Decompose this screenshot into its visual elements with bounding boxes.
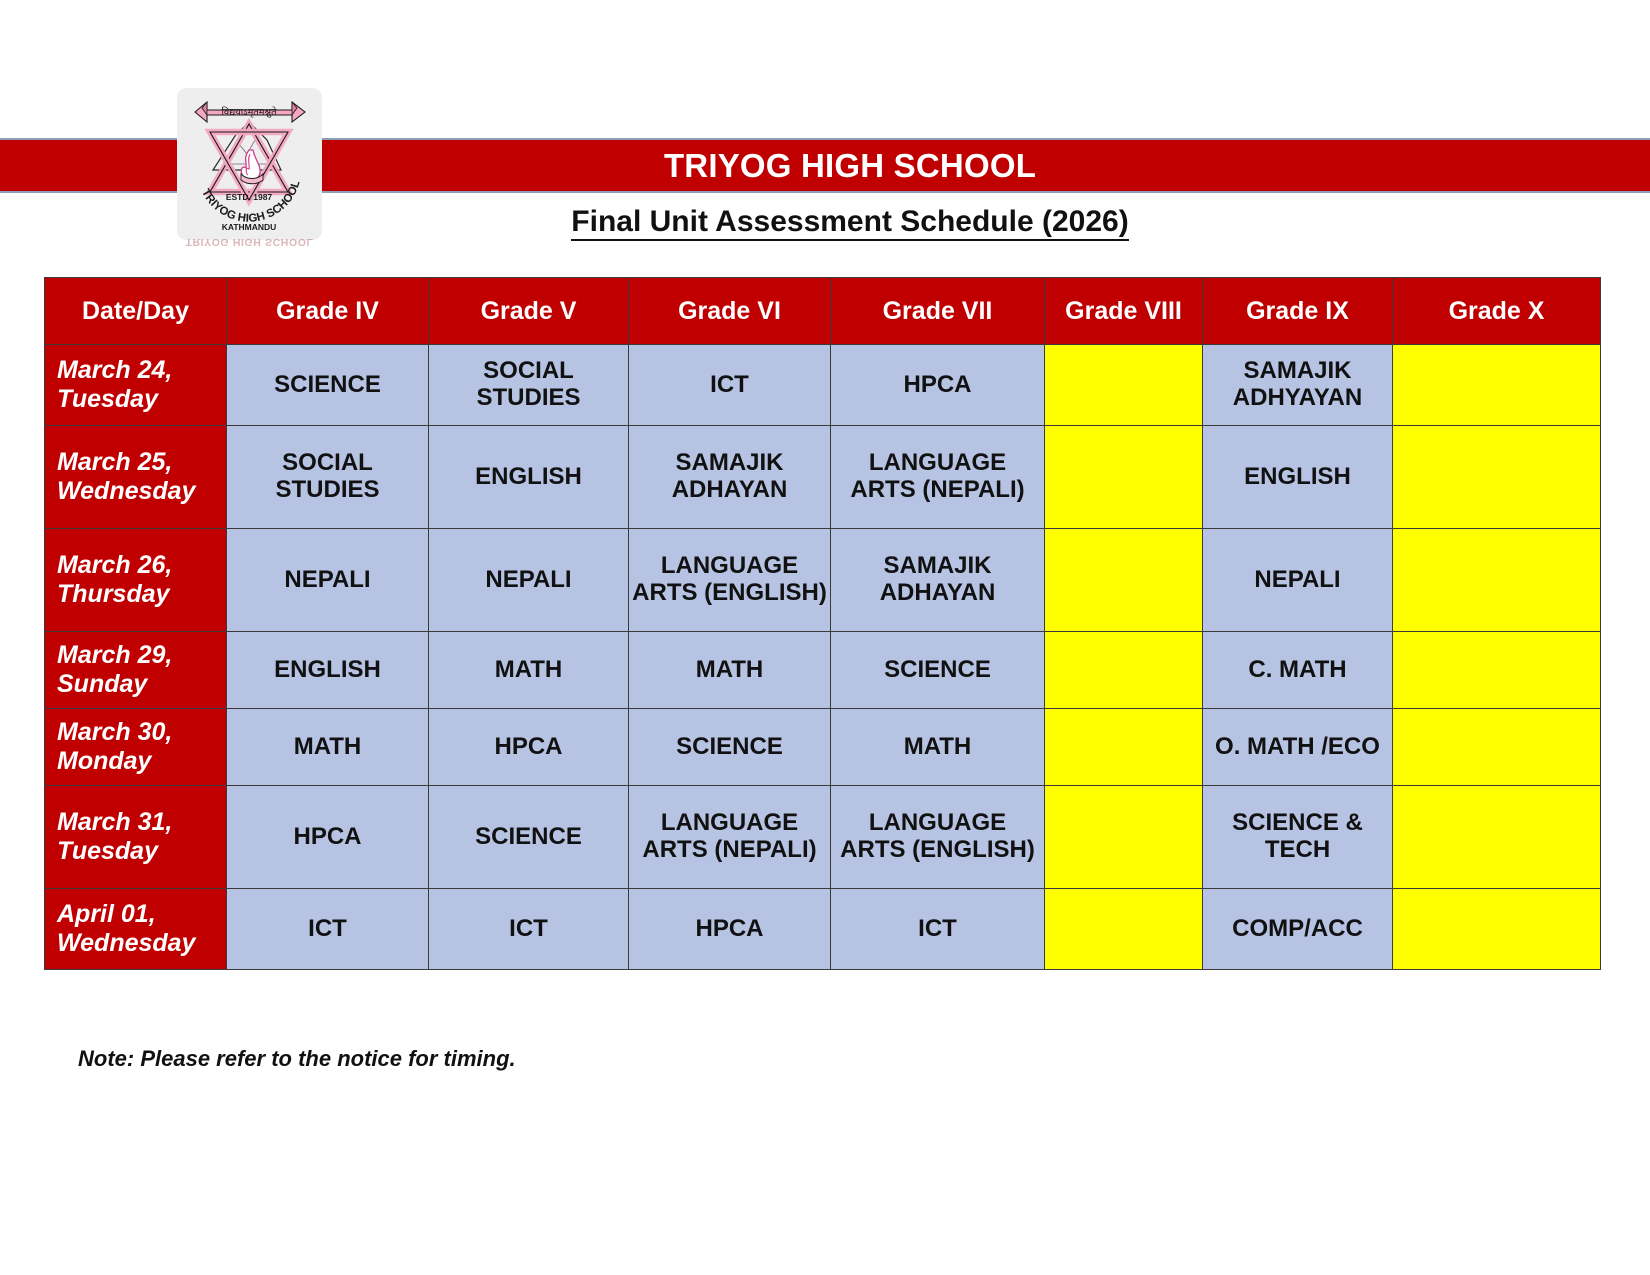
date-line-1: March 30, <box>57 717 173 746</box>
date-cell <box>45 632 227 709</box>
subject-cell-grade-8 <box>1045 632 1203 709</box>
column-header-grade-5: Grade V <box>429 278 629 345</box>
date-line-2: Wednesday <box>57 477 196 505</box>
subject-cell-grade-4: ENGLISH <box>227 632 429 709</box>
date-line-1: March 29, <box>57 640 173 669</box>
subject-cell-grade-7: LANGUAGE ARTS (ENGLISH) <box>831 786 1045 889</box>
subject-cell-grade-9: O. MATH /ECO <box>1203 709 1393 786</box>
column-header-grade-8: Grade VIII <box>1045 278 1203 345</box>
subject-cell-grade-10 <box>1393 345 1601 426</box>
subject-cell-grade-10 <box>1393 709 1601 786</box>
logo-card <box>177 88 322 240</box>
table-row <box>45 426 1601 529</box>
subject-cell-grade-4: SOCIAL STUDIES <box>227 426 429 529</box>
school-name: TRIYOG HIGH SCHOOL <box>663 146 1037 184</box>
subject-cell-grade-6: MATH <box>629 632 831 709</box>
column-header-grade-7: Grade VII <box>831 278 1045 345</box>
table-row <box>45 529 1601 632</box>
column-header-date: Date/Day <box>45 278 227 345</box>
column-header-grade-4: Grade IV <box>227 278 429 345</box>
date-line-2: Monday <box>57 747 152 775</box>
date-line-1: March 25, <box>57 447 173 476</box>
date-cell <box>45 786 227 889</box>
subject-cell-grade-9: SAMAJIK ADHYAYAN <box>1203 345 1393 426</box>
date-cell <box>45 709 227 786</box>
table-row <box>45 345 1601 426</box>
school-logo <box>177 88 322 256</box>
svg-text:KATHMANDU: KATHMANDU <box>221 222 277 232</box>
subject-cell-grade-8 <box>1045 529 1203 632</box>
subject-cell-grade-10 <box>1393 889 1601 970</box>
subject-cell-grade-5: MATH <box>429 632 629 709</box>
subject-cell-grade-10 <box>1393 632 1601 709</box>
subject-cell-grade-9: ENGLISH <box>1203 426 1393 529</box>
subject-cell-grade-5: ENGLISH <box>429 426 629 529</box>
date-line-1: April 01, <box>57 899 156 928</box>
assessment-schedule-table <box>44 277 1601 970</box>
subject-cell-grade-7: MATH <box>831 709 1045 786</box>
subject-cell-grade-8 <box>1045 889 1203 970</box>
subject-cell-grade-7: SCIENCE <box>831 632 1045 709</box>
table-header-row <box>45 278 1601 345</box>
date-cell <box>45 426 227 529</box>
date-cell <box>45 345 227 426</box>
logo-crest-icon <box>177 88 322 240</box>
subject-cell-grade-6: HPCA <box>629 889 831 970</box>
subject-cell-grade-9: NEPALI <box>1203 529 1393 632</box>
timing-note: Note: Please refer to the notice for timing. <box>78 1046 516 1071</box>
page-title-text: Final Unit Assessment Schedule (2026) <box>571 205 1128 241</box>
date-line-1: March 26, <box>57 550 173 579</box>
subject-cell-grade-10 <box>1393 529 1601 632</box>
logo-reflection <box>183 236 316 266</box>
column-header-grade-10: Grade X <box>1393 278 1601 345</box>
date-cell <box>45 889 227 970</box>
subject-cell-grade-9: C. MATH <box>1203 632 1393 709</box>
subject-cell-grade-6: LANGUAGE ARTS (ENGLISH) <box>629 529 831 632</box>
subject-cell-grade-7: SAMAJIK ADHAYAN <box>831 529 1045 632</box>
date-line-1: March 31, <box>57 807 173 836</box>
logo-reflection-text: TRIYOG HIGH SCHOOL <box>185 236 314 248</box>
svg-text:विद्ययाऽमृतमश्नुते: विद्ययाऽमृतमश्नुते <box>221 107 277 118</box>
date-line-2: Wednesday <box>57 929 196 957</box>
date-cell <box>45 529 227 632</box>
subject-cell-grade-5: SCIENCE <box>429 786 629 889</box>
table-row <box>45 786 1601 889</box>
column-header-grade-6: Grade VI <box>629 278 831 345</box>
subject-cell-grade-10 <box>1393 786 1601 889</box>
subject-cell-grade-5: SOCIAL STUDIES <box>429 345 629 426</box>
subject-cell-grade-8 <box>1045 345 1203 426</box>
subject-cell-grade-8 <box>1045 786 1203 889</box>
subject-cell-grade-10 <box>1393 426 1601 529</box>
subject-cell-grade-8 <box>1045 709 1203 786</box>
svg-text:ESTD. 1987: ESTD. 1987 <box>225 192 273 202</box>
subject-cell-grade-6: LANGUAGE ARTS (NEPALI) <box>629 786 831 889</box>
subject-cell-grade-6: ICT <box>629 345 831 426</box>
subject-cell-grade-4: SCIENCE <box>227 345 429 426</box>
subject-cell-grade-4: MATH <box>227 709 429 786</box>
subject-cell-grade-5: ICT <box>429 889 629 970</box>
subject-cell-grade-4: ICT <box>227 889 429 970</box>
subject-cell-grade-7: ICT <box>831 889 1045 970</box>
date-line-2: Sunday <box>57 670 148 698</box>
svg-text:TRIYOG HIGH SCHOOL: TRIYOG HIGH SCHOOL <box>199 179 303 225</box>
subject-cell-grade-7: HPCA <box>831 345 1045 426</box>
date-line-2: Thursday <box>57 580 170 608</box>
table-row <box>45 632 1601 709</box>
date-line-1: March 24, <box>57 355 173 384</box>
date-line-2: Tuesday <box>57 837 158 865</box>
subject-cell-grade-4: NEPALI <box>227 529 429 632</box>
subject-cell-grade-6: SCIENCE <box>629 709 831 786</box>
subject-cell-grade-4: HPCA <box>227 786 429 889</box>
date-line-2: Tuesday <box>57 385 158 413</box>
subject-cell-grade-7: LANGUAGE ARTS (NEPALI) <box>831 426 1045 529</box>
subject-cell-grade-9: COMP/ACC <box>1203 889 1393 970</box>
subject-cell-grade-5: NEPALI <box>429 529 629 632</box>
subject-cell-grade-9: SCIENCE & TECH <box>1203 786 1393 889</box>
subject-cell-grade-6: SAMAJIK ADHAYAN <box>629 426 831 529</box>
subject-cell-grade-8 <box>1045 426 1203 529</box>
table-row <box>45 889 1601 970</box>
column-header-grade-9: Grade IX <box>1203 278 1393 345</box>
table-row <box>45 709 1601 786</box>
subject-cell-grade-5: HPCA <box>429 709 629 786</box>
